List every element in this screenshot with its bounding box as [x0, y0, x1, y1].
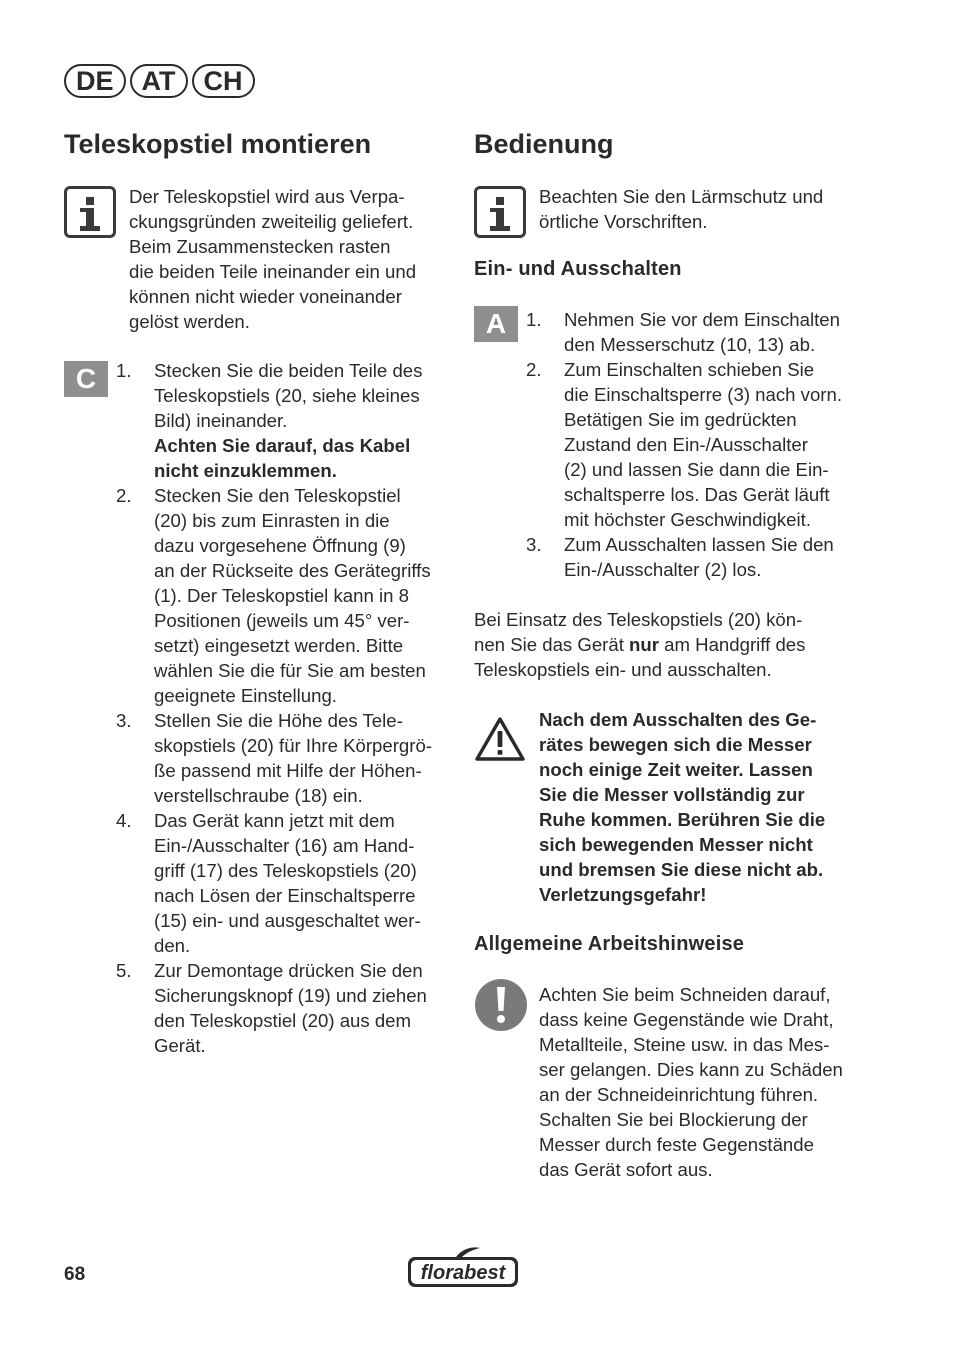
- svg-text:florabest: florabest: [420, 1262, 506, 1284]
- figure-label-a: A: [474, 306, 518, 342]
- list-item: 5. Zur Demontage drücken Sie den Sicherungsknopf (19) und ziehen den Teleskopstiel (20) aus dem Gerät.: [116, 960, 427, 1056]
- list-item: 2. Stecken Sie den Teleskopstiel (20) bis zum Einrasten in die dazu vorgesehene Öffnung (9) an der Rückseite des Gerätegriffs (1). Der Teleskopstiel kann in 8 Positionen (jeweils um 45° ver- setzt) eingesetzt werden. Bitte wählen Sie die für Sie am besten geeignete Einstellung.: [116, 485, 431, 706]
- exclamation-circle-icon: [474, 978, 528, 1032]
- info-icon: [474, 186, 526, 238]
- warning-text: Nach dem Ausschalten des Ge- rätes bewegen sich die Messer noch einige Zeit weiter. Lassen Sie die Messer vollständig zur Ruhe kommen. Berühren Sie die sich bewegenden Messer nicht und bremsen Sie diese nicht ab. Verletzungsgefahr!: [539, 709, 826, 905]
- list-item: 2. Zum Einschalten schieben Sie die Einschaltsperre (3) nach vorn. Betätigen Sie im gedrückten Zustand den Ein-/Ausschalter (2) und lassen Sie dann die Ein- schaltsperre los. Das Gerät läuft mit höchster Geschwindigkeit.: [526, 359, 843, 530]
- list-item: 3. Stellen Sie die Höhe des Tele- skopstiels (20) für Ihre Körpergrö- ße passend mit Hilfe der Höhen- verstellschraube (18) ein.: [116, 710, 432, 806]
- list-item: 1. Nehmen Sie vor dem Einschalten den Messerschutz (10, 13) ab.: [526, 309, 840, 355]
- telescopic-usage-paragraph: Bei Einsatz des Teleskopstiels (20) kön- nen Sie das Gerät nur am Handgriff des Teleskopstiels ein- und ausschalten.: [474, 609, 806, 680]
- steps-block-right: [474, 307, 874, 582]
- caution-note: [474, 982, 874, 1182]
- caution-text: Achten Sie beim Schneiden darauf, dass keine Gegenstände wie Draht, Metallteile, Steine usw. in das Mes- ser gelangen. Dies kann zu Schäden an der Schneideinrichtung führen. Schalten Sie bei Blockierung der Messer durch feste Gegenstände das Gerät sofort aus.: [539, 984, 843, 1180]
- left-column: [64, 126, 454, 1058]
- info-note-left: [64, 184, 454, 334]
- section-heading-teleskopstiel: Teleskopstiel montieren: [64, 129, 372, 159]
- steps-list-right: [474, 307, 874, 582]
- list-item: 1. Stecken Sie die beiden Teile des Teleskopstiels (20, siehe kleines Bild) ineinander. Achten Sie darauf, das Kabel nicht einzuklemmen.: [116, 360, 423, 481]
- lang-badge-at: AT: [130, 64, 188, 98]
- right-column: [474, 126, 874, 1182]
- steps-list-left: [64, 358, 454, 1058]
- list-item: 4. Das Gerät kann jetzt mit dem Ein-/Ausschalter (16) am Hand- griff (17) des Teleskopstiels (20) nach Lösen der Einschaltsperre (15) ein- und ausgeschaltet wer- den.: [116, 810, 421, 956]
- list-item: 3. Zum Ausschalten lassen Sie den Ein-/Ausschalter (2) los.: [526, 534, 834, 580]
- warning-note: [474, 707, 874, 907]
- subheading-arbeitshinweise: Allgemeine Arbeitshinweise: [474, 933, 745, 955]
- warning-triangle-icon: [474, 715, 526, 763]
- language-badges: [64, 64, 255, 98]
- lang-badge-de: DE: [64, 64, 126, 98]
- lang-badge-ch: CH: [192, 64, 255, 98]
- subheading-ein-ausschalten: Ein- und Ausschalten: [474, 258, 682, 280]
- info-icon: [64, 186, 116, 238]
- page-number: 68: [64, 1264, 86, 1285]
- florabest-logo: [406, 1246, 520, 1290]
- info-note-text: Der Teleskopstiel wird aus Verpa- ckungsgründen zweiteilig geliefert. Beim Zusammenstecken rasten die beiden Teile ineinander ein und können nicht wieder voneinander gelöst werden.: [129, 186, 417, 332]
- figure-label-c: C: [64, 361, 108, 397]
- info-note-text: Beachten Sie den Lärmschutz und örtliche Vorschriften.: [539, 186, 824, 232]
- info-note-right: [474, 184, 874, 234]
- section-heading-bedienung: Bedienung: [474, 129, 614, 159]
- steps-block-left: [64, 358, 454, 1058]
